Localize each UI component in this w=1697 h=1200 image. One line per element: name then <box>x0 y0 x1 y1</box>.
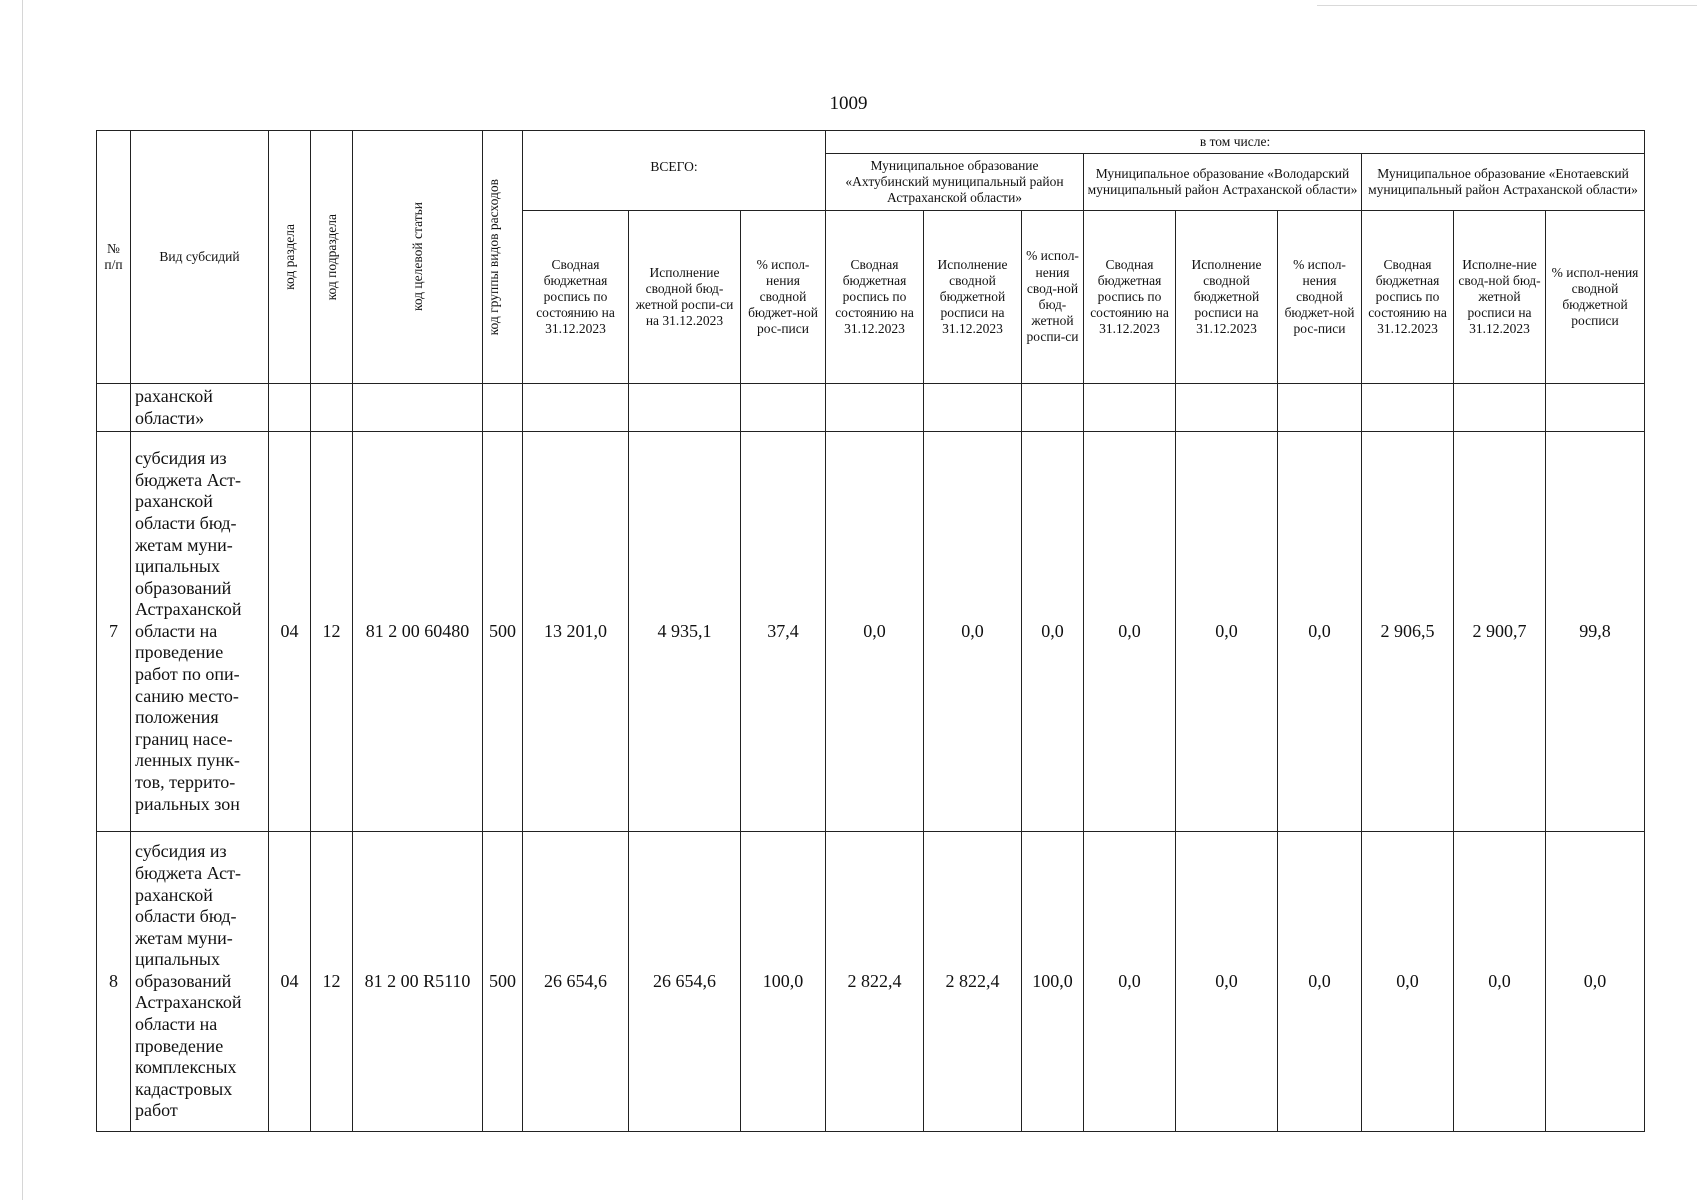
row-group: 500 <box>483 432 523 832</box>
header-mun2-execution: Исполнение сводной бюджетной росписи на 31.12.2023 <box>1176 211 1278 384</box>
table-cell <box>1454 384 1546 432</box>
row-mun2-percent: 0,0 <box>1278 432 1362 832</box>
header-target-label: код целевой статьи <box>409 202 425 312</box>
header-total-execution: Исполнение сводной бюд-жетной роспи-си на 31.12.2023 <box>629 211 741 384</box>
row-mun3-percent: 0,0 <box>1546 832 1645 1132</box>
row-section: 04 <box>269 432 311 832</box>
table-cell <box>1022 384 1084 432</box>
row-mun1-percent: 100,0 <box>1022 832 1084 1132</box>
row-mun3-percent: 99,8 <box>1546 432 1645 832</box>
table-cell <box>1084 384 1176 432</box>
page-number: 1009 <box>829 93 868 114</box>
row-mun1-percent: 0,0 <box>1022 432 1084 832</box>
header-group <box>483 131 523 384</box>
header-total: ВСЕГО: <box>523 131 826 211</box>
table-cell <box>97 384 131 432</box>
row-mun2-execution: 0,0 <box>1176 432 1278 832</box>
scan-edge-line <box>22 0 23 1200</box>
row-section: 04 <box>269 832 311 1132</box>
table-cell <box>311 384 353 432</box>
header-section-label: код раздела <box>281 224 297 290</box>
header-target <box>353 131 483 384</box>
row-total-budget: 13 201,0 <box>523 432 629 832</box>
row-total-execution: 4 935,1 <box>629 432 741 832</box>
table-row <box>97 432 1645 832</box>
continuation-text: раханской области» <box>131 384 269 432</box>
header-mun1-percent: % испол-нения свод-ной бюд-жетной роспи-си <box>1022 211 1084 384</box>
table-cell <box>1546 384 1645 432</box>
header-mun1-budget: Сводная бюджетная роспись по состоянию на 31.12.2023 <box>826 211 924 384</box>
scan-top-line <box>1317 5 1697 6</box>
header-including: в том числе: <box>826 131 1645 154</box>
row-mun1-budget: 0,0 <box>826 432 924 832</box>
table-row-continuation <box>97 384 1645 432</box>
row-mun1-execution: 2 822,4 <box>924 832 1022 1132</box>
row-subsection: 12 <box>311 832 353 1132</box>
table-cell <box>741 384 826 432</box>
header-municipality-3: Муниципальное образование «Енотаевский муниципальный район Астраханской области» <box>1362 154 1645 211</box>
header-total-percent: % испол-нения сводной бюджет-ной рос-писи <box>741 211 826 384</box>
header-municipality-1: Муниципальное образование «Ахтубинский муниципальный район Астраханской области» <box>826 154 1084 211</box>
row-mun2-percent: 0,0 <box>1278 832 1362 1132</box>
header-mun3-execution: Исполне-ние свод-ной бюд-жетной росписи на 31.12.2023 <box>1454 211 1546 384</box>
header-subsection <box>311 131 353 384</box>
row-target: 81 2 00 60480 <box>353 432 483 832</box>
header-mun2-budget: Сводная бюджетная роспись по состоянию на 31.12.2023 <box>1084 211 1176 384</box>
row-mun1-budget: 2 822,4 <box>826 832 924 1132</box>
row-total-percent: 37,4 <box>741 432 826 832</box>
header-no: № п/п <box>97 131 131 384</box>
table-cell <box>1278 384 1362 432</box>
table-cell <box>1362 384 1454 432</box>
row-mun3-budget: 0,0 <box>1362 832 1454 1132</box>
row-total-execution: 26 654,6 <box>629 832 741 1132</box>
row-mun3-execution: 0,0 <box>1454 832 1546 1132</box>
header-mun3-percent: % испол-нения сводной бюджетной росписи <box>1546 211 1645 384</box>
header-mun3-budget: Сводная бюджетная роспись по состоянию на 31.12.2023 <box>1362 211 1454 384</box>
header-municipality-2: Муниципальное образование «Володарский муниципальный район Астраханской области» <box>1084 154 1362 211</box>
subsidy-table <box>96 130 1645 1132</box>
header-subsection-label: код подраздела <box>323 213 339 301</box>
header-row-1 <box>97 131 1645 154</box>
table-cell <box>1176 384 1278 432</box>
row-group: 500 <box>483 832 523 1132</box>
row-mun2-execution: 0,0 <box>1176 832 1278 1132</box>
row-mun2-budget: 0,0 <box>1084 832 1176 1132</box>
row-description: субсидия из бюджета Аст-раханской области бюд-жетам муни-ципальных образований Астраханской области на проведение работ по опи-санию место-положения границ насе-ленных пунк-тов, террито-риальных зон <box>131 432 269 832</box>
table-cell <box>826 384 924 432</box>
row-mun2-budget: 0,0 <box>1084 432 1176 832</box>
row-description: субсидия из бюджета Аст-раханской области бюд-жетам муни-ципальных образований Астраханской области на проведение комплексных кадастровых работ <box>131 832 269 1132</box>
header-mun2-percent: % испол-нения сводной бюджет-ной рос-писи <box>1278 211 1362 384</box>
row-total-budget: 26 654,6 <box>523 832 629 1132</box>
row-no: 8 <box>97 832 131 1132</box>
row-mun3-execution: 2 900,7 <box>1454 432 1546 832</box>
table-cell <box>483 384 523 432</box>
header-group-label: код группы видов расходов <box>486 178 501 336</box>
header-section <box>269 131 311 384</box>
row-no: 7 <box>97 432 131 832</box>
table-cell <box>924 384 1022 432</box>
table-cell <box>353 384 483 432</box>
header-mun1-execution: Исполнение сводной бюджетной росписи на 31.12.2023 <box>924 211 1022 384</box>
row-mun1-execution: 0,0 <box>924 432 1022 832</box>
header-total-budget: Сводная бюджетная роспись по состоянию на 31.12.2023 <box>523 211 629 384</box>
row-subsection: 12 <box>311 432 353 832</box>
table-row <box>97 832 1645 1132</box>
table-cell <box>523 384 629 432</box>
table-cell <box>629 384 741 432</box>
row-total-percent: 100,0 <box>741 832 826 1132</box>
row-mun3-budget: 2 906,5 <box>1362 432 1454 832</box>
row-target: 81 2 00 R5110 <box>353 832 483 1132</box>
header-type: Вид субсидий <box>131 131 269 384</box>
table-cell <box>269 384 311 432</box>
